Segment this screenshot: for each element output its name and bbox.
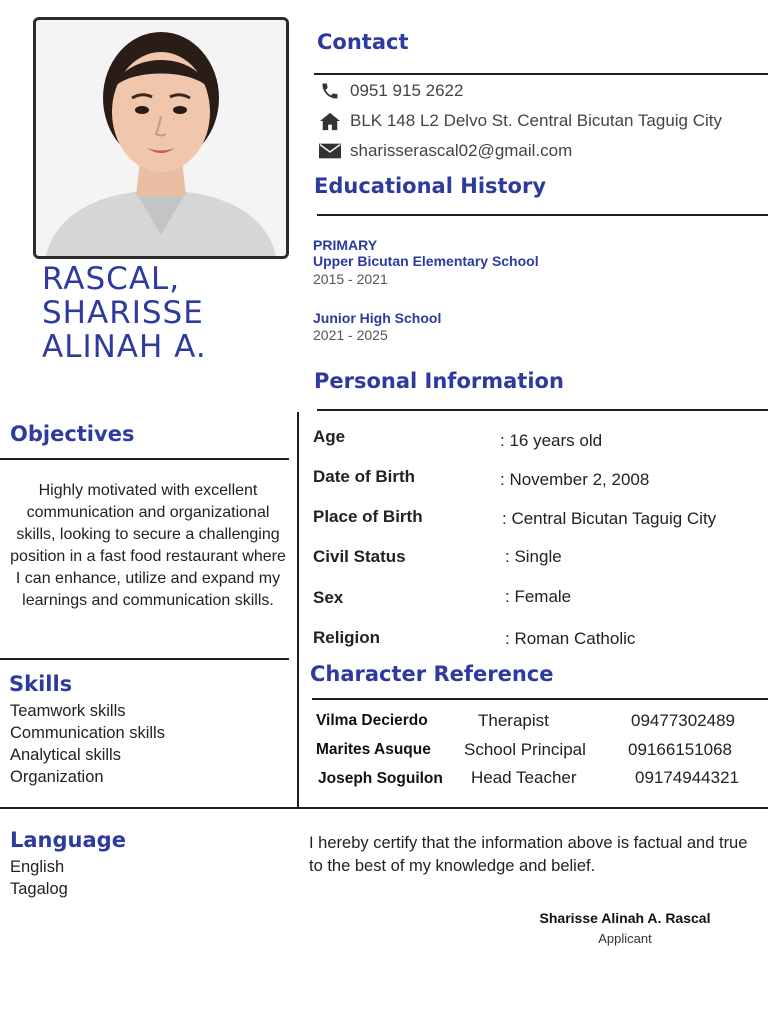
pob-value: : Central Bicutan Taguig City bbox=[502, 509, 717, 528]
education-school: Upper Bicutan Elementary School bbox=[313, 253, 539, 269]
signatory-name: Sharisse Alinah A. Rascal bbox=[539, 910, 711, 926]
language-list bbox=[10, 856, 68, 900]
reference-phone: 09477302489 bbox=[631, 711, 736, 730]
skill-item: Teamwork skills bbox=[10, 702, 126, 720]
education-heading: Educational History bbox=[314, 174, 547, 198]
skill-item: Analytical skills bbox=[10, 746, 121, 764]
skills-list bbox=[10, 700, 165, 788]
education-level: Junior High School bbox=[313, 310, 442, 326]
applicant-name bbox=[42, 262, 292, 364]
personal-info-heading: Personal Information bbox=[314, 369, 564, 393]
education-years: 2015 - 2021 bbox=[313, 271, 388, 287]
reference-phone: 09166151068 bbox=[628, 740, 733, 759]
religion-value: : Roman Catholic bbox=[505, 629, 636, 648]
dob-label: Date of Birth bbox=[313, 467, 415, 486]
contact-divider bbox=[314, 73, 768, 75]
name-line-1: RASCAL, bbox=[42, 261, 181, 297]
contact-heading: Contact bbox=[317, 30, 409, 54]
certification-statement: I hereby certify that the information above is factual and true to the best of my knowledge and belief. bbox=[309, 834, 748, 875]
address-text: BLK 148 L2 Delvo St. Central Bicutan Taguig City bbox=[350, 111, 723, 130]
column-divider bbox=[297, 412, 299, 809]
age-value: : 16 years old bbox=[500, 431, 603, 450]
character-reference-divider bbox=[312, 698, 768, 700]
education-level: PRIMARY bbox=[313, 237, 378, 253]
education-years: 2021 - 2025 bbox=[313, 327, 388, 343]
language-item: Tagalog bbox=[10, 880, 68, 898]
education-entry-junior-high bbox=[313, 310, 441, 343]
skill-item: Communication skills bbox=[10, 724, 165, 742]
education-divider bbox=[317, 214, 768, 216]
contact-phone bbox=[318, 81, 463, 101]
home-icon bbox=[318, 111, 342, 131]
objectives-heading: Objectives bbox=[10, 422, 135, 446]
civil-status-label: Civil Status bbox=[313, 547, 406, 566]
reference-name: Vilma Decierdo bbox=[316, 712, 428, 729]
reference-phone: 09174944321 bbox=[635, 768, 740, 787]
dob-value: : November 2, 2008 bbox=[500, 470, 650, 489]
name-line-2: SHARISSE bbox=[42, 295, 204, 331]
character-reference-heading: Character Reference bbox=[310, 662, 554, 686]
reference-role: Head Teacher bbox=[471, 768, 577, 787]
skills-top-divider bbox=[0, 658, 289, 660]
skill-item: Organization bbox=[10, 768, 104, 786]
profile-photo bbox=[33, 17, 289, 259]
mail-icon bbox=[318, 141, 342, 161]
phone-icon bbox=[318, 81, 342, 101]
religion-label: Religion bbox=[313, 628, 381, 647]
reference-name: Joseph Soguilon bbox=[318, 770, 443, 787]
sex-label: Sex bbox=[313, 588, 344, 607]
phone-text: 0951 915 2622 bbox=[350, 81, 464, 100]
language-item: English bbox=[10, 858, 65, 876]
reference-role: School Principal bbox=[464, 740, 586, 759]
language-heading: Language bbox=[10, 828, 126, 852]
contact-email bbox=[318, 141, 572, 161]
objectives-text: Highly motivated with excellent communication and organizational skills, looking to secure a challenging position in a fast food restaurant where I can enhance, utilize and expand my learnings and communication skills. bbox=[10, 482, 286, 609]
name-line-3: ALINAH A. bbox=[42, 329, 207, 365]
portrait-image bbox=[36, 20, 286, 256]
email-text: sharisserascal02@gmail.com bbox=[350, 141, 573, 160]
civil-status-value: : Single bbox=[505, 547, 562, 566]
age-label: Age bbox=[313, 427, 346, 446]
sex-value: : Female bbox=[505, 587, 572, 606]
personal-info-divider bbox=[317, 409, 768, 411]
signatory-role: Applicant bbox=[598, 931, 652, 946]
reference-name: Marites Asuque bbox=[316, 741, 431, 758]
pob-label: Place of Birth bbox=[313, 507, 423, 526]
education-entry-primary bbox=[313, 237, 539, 287]
contact-address bbox=[318, 111, 722, 131]
objectives-divider bbox=[0, 458, 289, 460]
reference-role: Therapist bbox=[478, 711, 549, 730]
skills-heading: Skills bbox=[9, 672, 73, 696]
bottom-divider bbox=[0, 807, 768, 809]
